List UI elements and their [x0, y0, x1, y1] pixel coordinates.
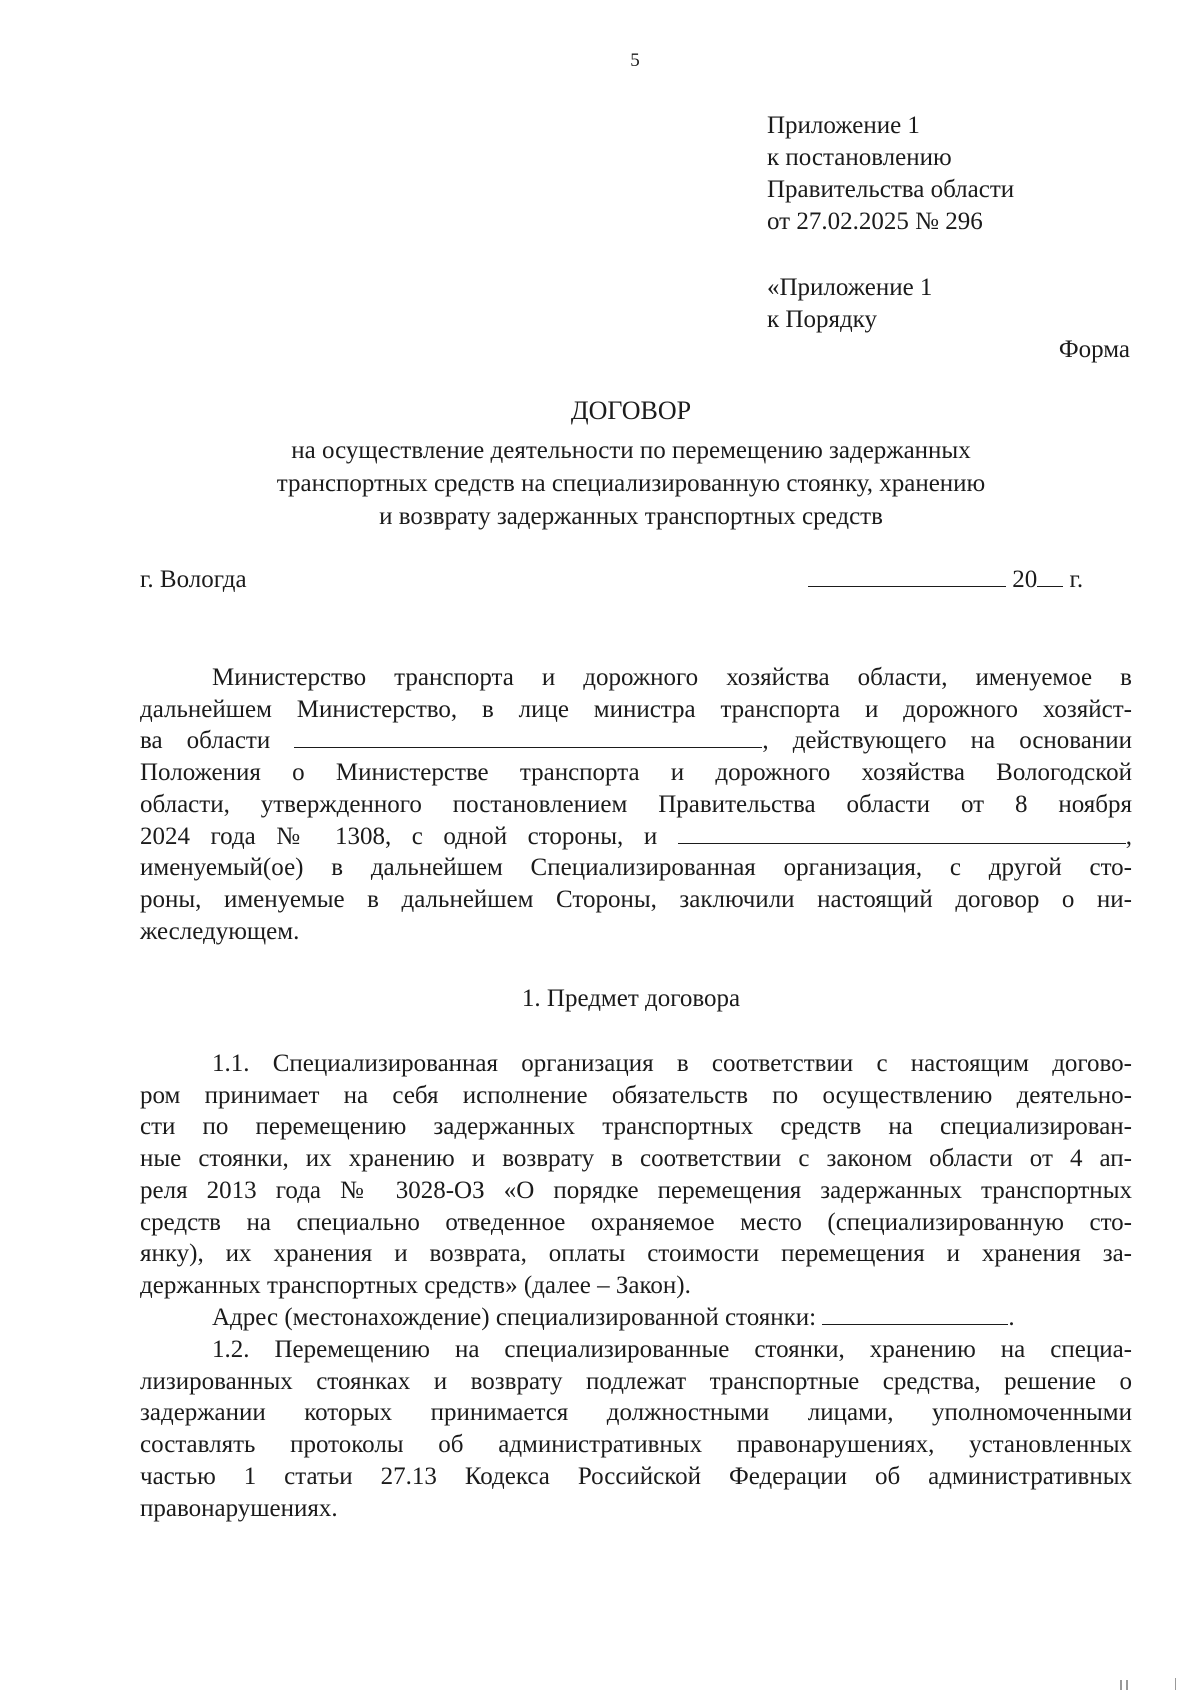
text-line: держанных транспортных средств» (далее – Закон).: [140, 1271, 691, 1299]
text-line: сти по перемещению задержанных транспортных средств на специализирован-: [140, 1113, 1132, 1141]
text-fragment: ,: [1125, 822, 1133, 850]
year-suffix: г.: [1069, 566, 1084, 593]
text-line: 1.2. Перемещению на специализированные стоянки, хранению на специа-: [212, 1336, 1132, 1363]
page-number: 5: [630, 50, 640, 71]
text-line: дальнейшем Министерство, в лице министра транспорта и дорожного хозяйст-: [140, 695, 1132, 723]
year-blank: [1037, 566, 1063, 587]
date-blank: [808, 566, 1006, 587]
subtitle-line: на осуществление деятельности по перемещению задержанных: [291, 437, 971, 464]
text-line: области, утвержденного постановлением Правительства области от 8 ноября: [140, 790, 1132, 818]
address-end: .: [1008, 1303, 1015, 1331]
scan-mark: [1120, 1680, 1122, 1690]
text-line: роны, именуемые в дальнейшем Стороны, заключили настоящий договор о ни-: [140, 885, 1132, 913]
annex-header-line: к постановлению: [767, 144, 952, 171]
text-line: ные стоянки, их хранению и возврату в соответствии с законом области от 4 ап-: [140, 1145, 1132, 1173]
text-line: Министерство транспорта и дорожного хозяйства области, именуемое в: [212, 664, 1132, 691]
scan-mark: [1126, 1680, 1128, 1690]
text-line: жеследующем.: [140, 917, 300, 945]
date-field: [808, 566, 1083, 594]
text-line: лизированных стоянках и возврату подлежат транспортные средства, решение о: [140, 1367, 1132, 1395]
clause-1-2: [140, 1334, 1132, 1524]
minister-name-blank: [294, 727, 762, 748]
text-line: 1.1. Специализированная организация в соответствии с настоящим догово-: [212, 1050, 1132, 1077]
annex-header-line: от 27.02.2025 № 296: [767, 208, 983, 235]
document-subtitle: [0, 434, 1200, 533]
text-line: янку), их хранения и возврата, оплаты стоимости перемещения и хранения за-: [140, 1240, 1132, 1268]
annex-inner: [767, 272, 932, 336]
text-line: реля 2013 года № 3028-ОЗ «О порядке перемещения задержанных транспортных: [140, 1176, 1132, 1204]
section-heading: 1. Предмет договора: [521, 985, 741, 1012]
organization-blank: [678, 823, 1126, 844]
annex-header-line: Правительства области: [767, 176, 1015, 203]
address-blank: [822, 1304, 1008, 1325]
annex-header-line: Приложение 1: [767, 112, 920, 139]
text-line: Положения о Министерстве транспорта и дорожного хозяйства Вологодской: [140, 759, 1132, 787]
text-line: задержании которых принимается должностными лицами, уполномоченными: [140, 1399, 1132, 1427]
form-label: Форма: [1058, 336, 1130, 363]
text-line: [140, 725, 1132, 757]
annex-inner-line: «Приложение 1: [767, 274, 933, 301]
clause-1-1: [140, 1048, 1132, 1333]
text-line: частью 1 статьи 27.13 Кодекса Российской Федерации об административных: [140, 1462, 1132, 1490]
subtitle-line: и возврату задержанных транспортных средств: [379, 503, 883, 530]
text-line: [140, 821, 1132, 853]
text-line: именуемый(ое) в дальнейшем Специализированная организация, с другой сто-: [140, 854, 1132, 882]
annex-inner-line: к Порядку: [767, 306, 877, 333]
preamble-paragraph: [140, 662, 1132, 947]
document-title: ДОГОВОР: [570, 396, 692, 425]
subtitle-line: транспортных средств на специализированную стоянку, хранению: [276, 470, 986, 497]
scan-mark: [1175, 1678, 1176, 1690]
address-label: Адрес (местонахождение) специализированной стоянки:: [212, 1303, 817, 1331]
text-line: правонарушениях.: [140, 1494, 338, 1522]
text-fragment: , действующего на основании: [762, 727, 1133, 755]
text-line: ром принимает на себя исполнение обязательств по осуществлению деятельно-: [140, 1081, 1132, 1109]
year-prefix: 20: [1012, 566, 1038, 593]
text-line: средств на специально отведенное охраняемое место (специализированную сто-: [140, 1208, 1132, 1236]
text-line: составлять протоколы об административных правонарушениях, установленных: [140, 1431, 1132, 1459]
text-fragment: ва области: [140, 727, 271, 755]
annex-header: [767, 110, 1014, 238]
text-fragment: 2024 года № 1308, с одной стороны, и: [140, 822, 658, 850]
address-line: [140, 1302, 1132, 1334]
city-label: г. Вологда: [140, 566, 247, 593]
